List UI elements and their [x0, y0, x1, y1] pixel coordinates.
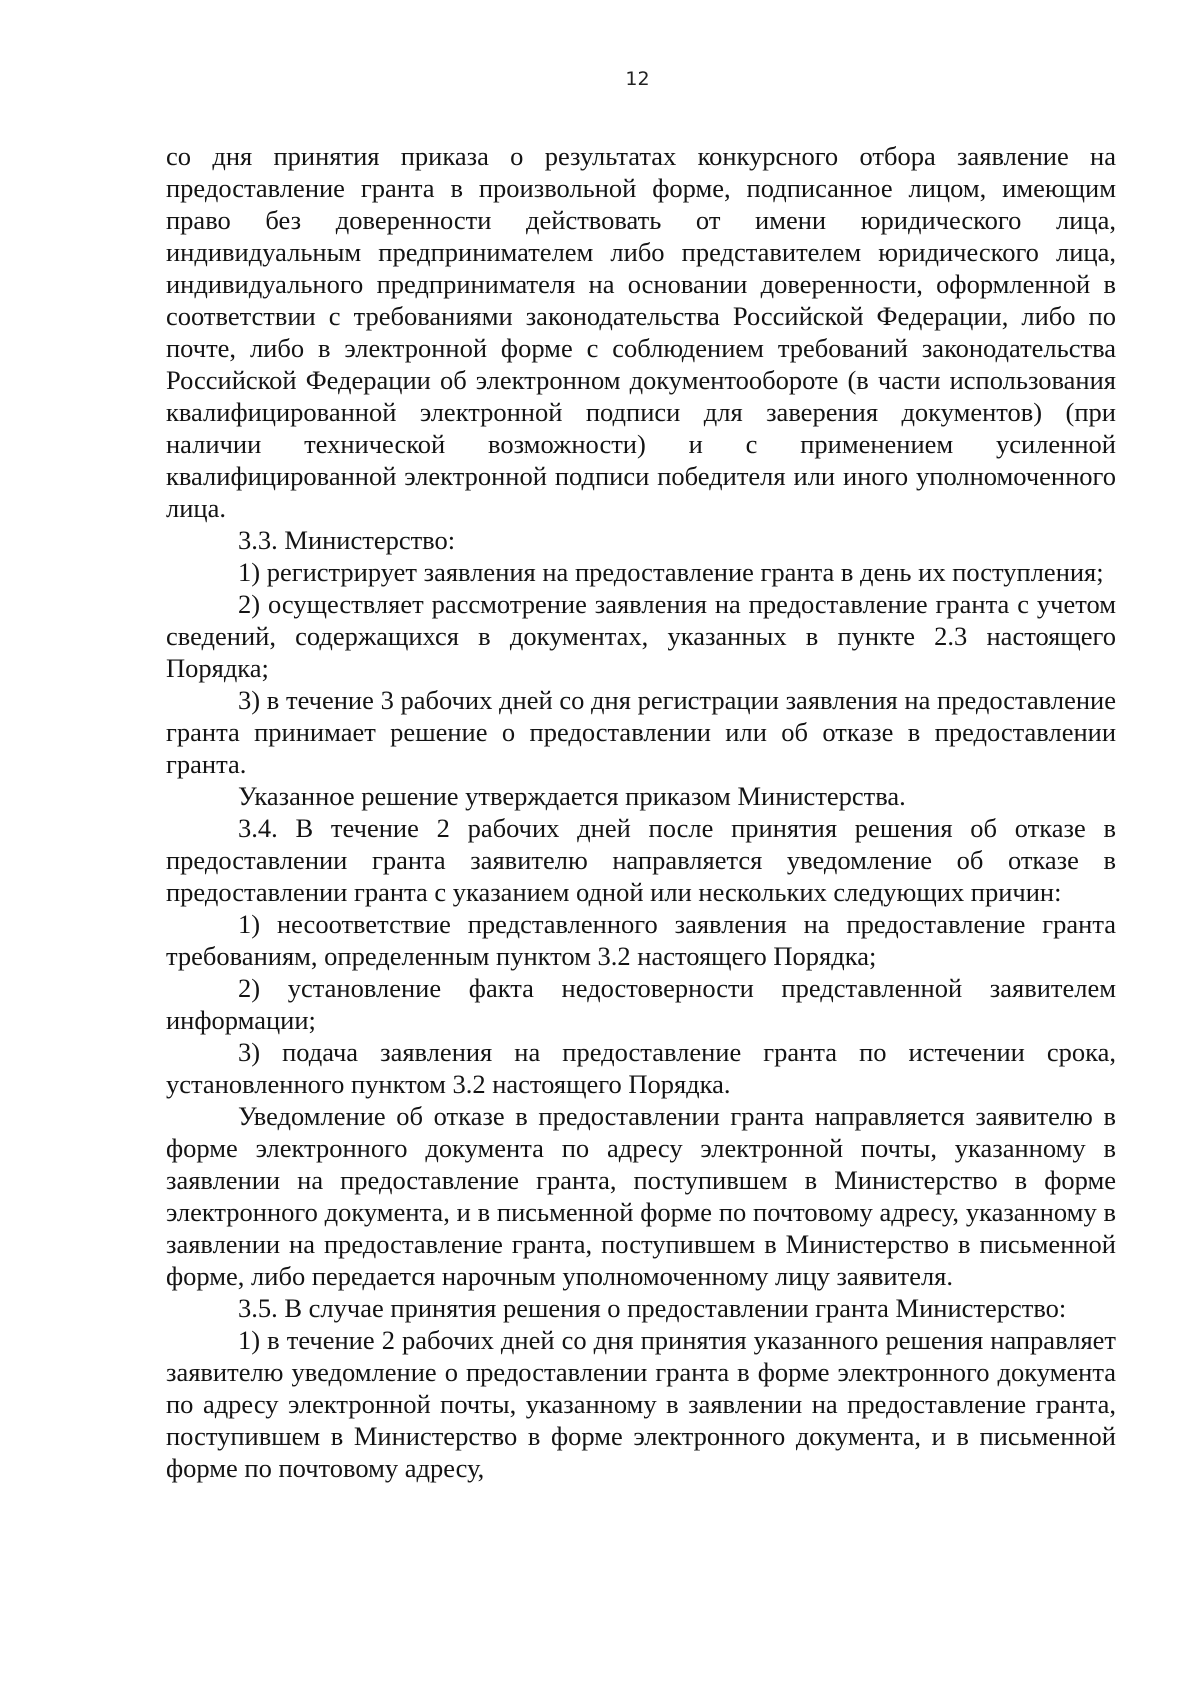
section-3-4-paragraph: 3.4. В течение 2 рабочих дней после принятия решения об отказе в предоставлении гранта заявителю направляется уведомление об отказе в предоставлении гранта с указанием одной или нескольких следующих причин:	[166, 813, 1116, 907]
refusal-reason-1: 1) несоответствие представленного заявления на предоставление гранта требованиям, определенным пунктом 3.2 настоящего Порядка;	[166, 909, 1116, 971]
section-3-5-item-1: 1) в течение 2 рабочих дней со дня принятия указанного решения направляет заявителю уведомление о предоставлении гранта в форме электронного документа по адресу электронной почты, указанному в заявлении на предоставление гранта, поступившем в Министерство в форме электронного документа, и в письменной форме по почтовому адресу,	[166, 1325, 1116, 1483]
page-number: 12	[625, 68, 650, 90]
document-body	[166, 140, 1116, 1484]
refusal-reason-3: 3) подача заявления на предоставление гранта по истечении срока, установленного пунктом 3.2 настоящего Порядка.	[166, 1037, 1116, 1099]
section-3-3-item-1: 1) регистрирует заявления на предоставление гранта в день их поступления;	[238, 557, 1104, 587]
refusal-reason-2: 2) установление факта недостоверности представленной заявителем информации;	[166, 973, 1116, 1035]
decision-approval-paragraph: Указанное решение утверждается приказом Министерства.	[238, 781, 906, 811]
refusal-notification-paragraph: Уведомление об отказе в предоставлении гранта направляется заявителю в форме электронного документа по адресу электронной почты, указанному в заявлении на предоставление гранта, поступившем в Министерство в форме электронного документа, и в письменной форме по почтовому адресу, указанному в заявлении на предоставление гранта, поступившем в Министерство в письменной форме, либо передается нарочным уполномоченному лицу заявителя.	[166, 1101, 1116, 1291]
section-3-5-heading: 3.5. В случае принятия решения о предоставлении гранта Министерство:	[238, 1293, 1067, 1323]
paragraph-continuation: со дня принятия приказа о результатах конкурсного отбора заявление на предоставление гранта в произвольной форме, подписанное лицом, имеющим право без доверенности действовать от имени юридического лица, индивидуальным предпринимателем либо представителем юридического лица, индивидуального предпринимателя на основании доверенности, оформленной в соответствии с требованиями законодательства Российской Федерации, либо по почте, либо в электронной форме с соблюдением требований законодательства Российской Федерации об электронном документообороте (в части использования квалифицированной электронной подписи для заверения документов) (при наличии технической возможности) и с применением усиленной квалифицированной электронной подписи победителя или иного уполномоченного лица.	[166, 141, 1116, 523]
section-3-3-item-3: 3) в течение 3 рабочих дней со дня регистрации заявления на предоставление гранта принимает решение о предоставлении или об отказе в предоставлении гранта.	[166, 685, 1116, 779]
section-3-3-item-2: 2) осуществляет рассмотрение заявления на предоставление гранта с учетом сведений, содержащихся в документах, указанных в пункте 2.3 настоящего Порядка;	[166, 589, 1116, 683]
section-3-3-heading: 3.3. Министерство:	[238, 525, 456, 555]
